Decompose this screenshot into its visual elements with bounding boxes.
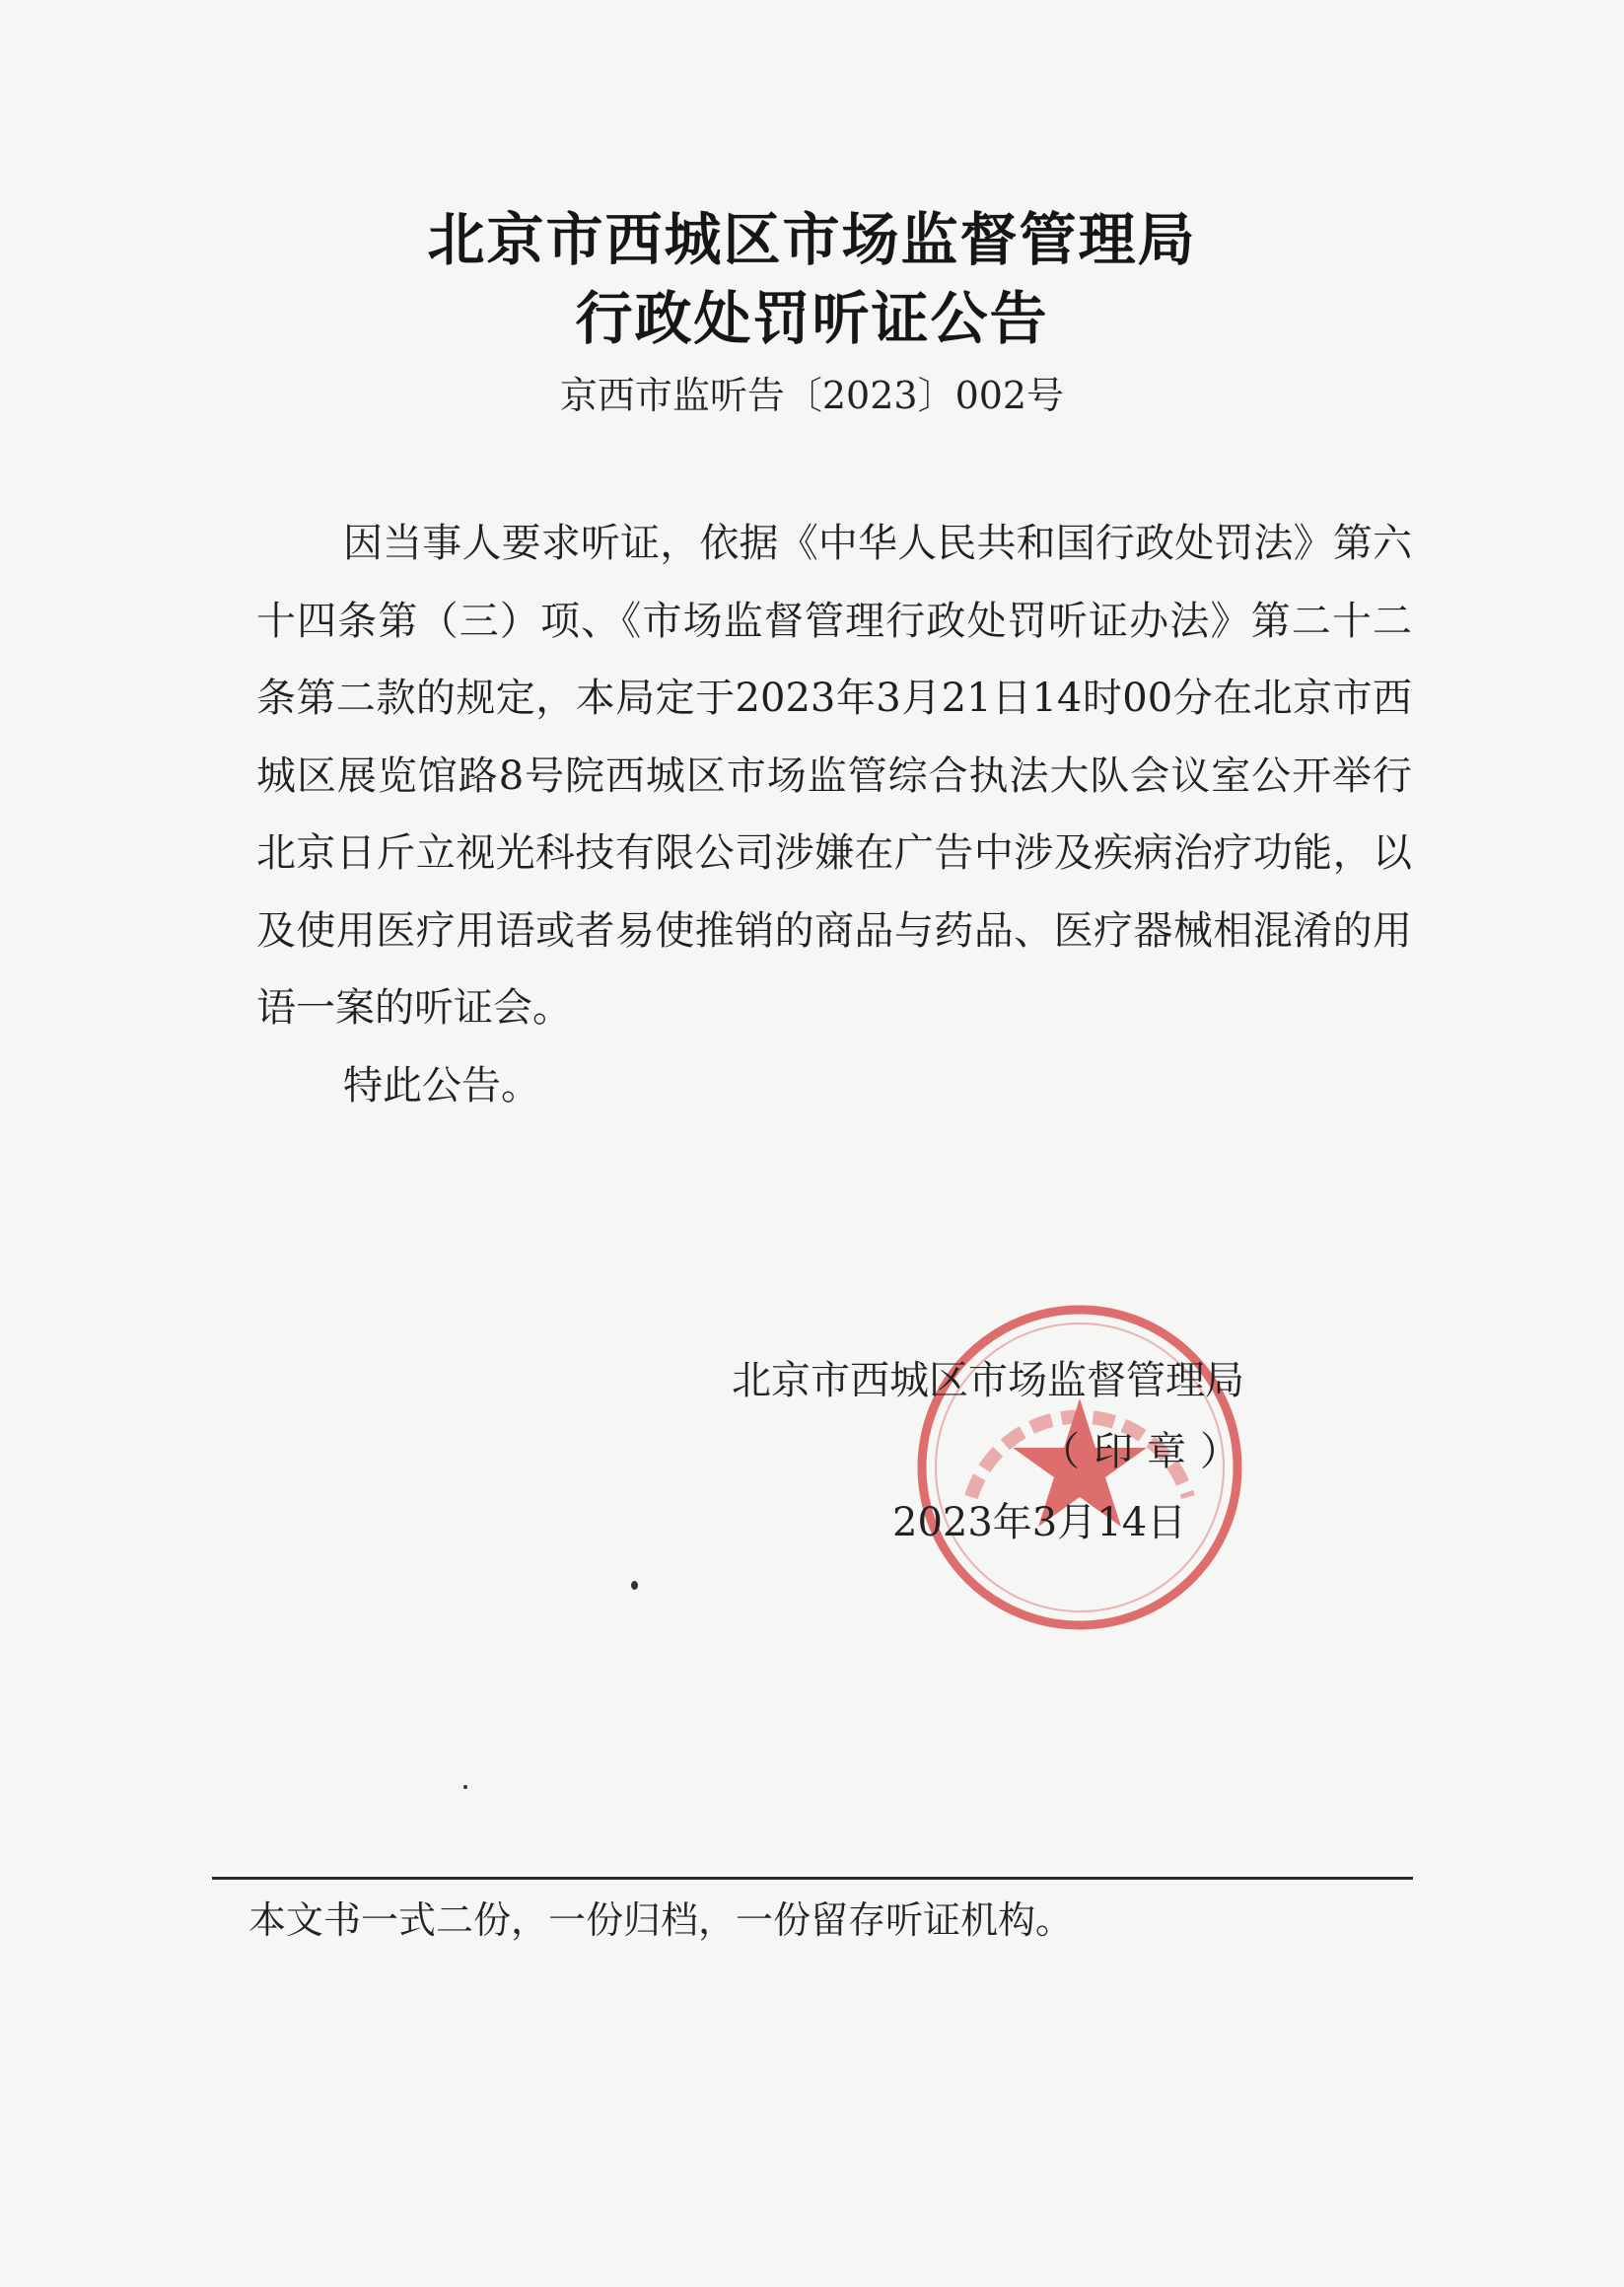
document-body bbox=[256, 505, 1412, 1124]
footer-divider bbox=[212, 1877, 1413, 1880]
document-title-line2: 行政处罚听证公告 bbox=[575, 285, 1049, 352]
body-paragraph: 因当事人要求听证，依据《中华人民共和国行政处罚法》第六十四条第（三）项、《市场监督管理行政处罚听证办法》第二十二条第二款的规定，本局定于2023年3月21日14时00分在北京市西城区展览馆路8号院西城区市场监管综合执法大队会议室公开举行北京日斤立视光科技有限公司涉嫌在广告中涉及疾病治疗功能，以及使用医疗用语或者易使推销的商品与药品、医疗器械相混淆的用语一案的听证会。 bbox=[256, 521, 1412, 1031]
seal-note: （印章） bbox=[1040, 1429, 1253, 1474]
document-number: 京西市监听告〔2023〕002号 bbox=[559, 374, 1065, 417]
issue-date: 2023年3月14日 bbox=[892, 1500, 1187, 1545]
closing-line: 特此公告。 bbox=[343, 1062, 540, 1108]
scan-speck bbox=[463, 1785, 467, 1789]
scan-speck bbox=[631, 1581, 638, 1590]
issuing-organization: 北京市西城区市场监督管理局 bbox=[732, 1358, 1244, 1403]
footer-note: 本文书一式二份，一份归档，一份留存听证机构。 bbox=[248, 1898, 1074, 1942]
document-title-line1: 北京市西城区市场监督管理局 bbox=[427, 206, 1197, 273]
